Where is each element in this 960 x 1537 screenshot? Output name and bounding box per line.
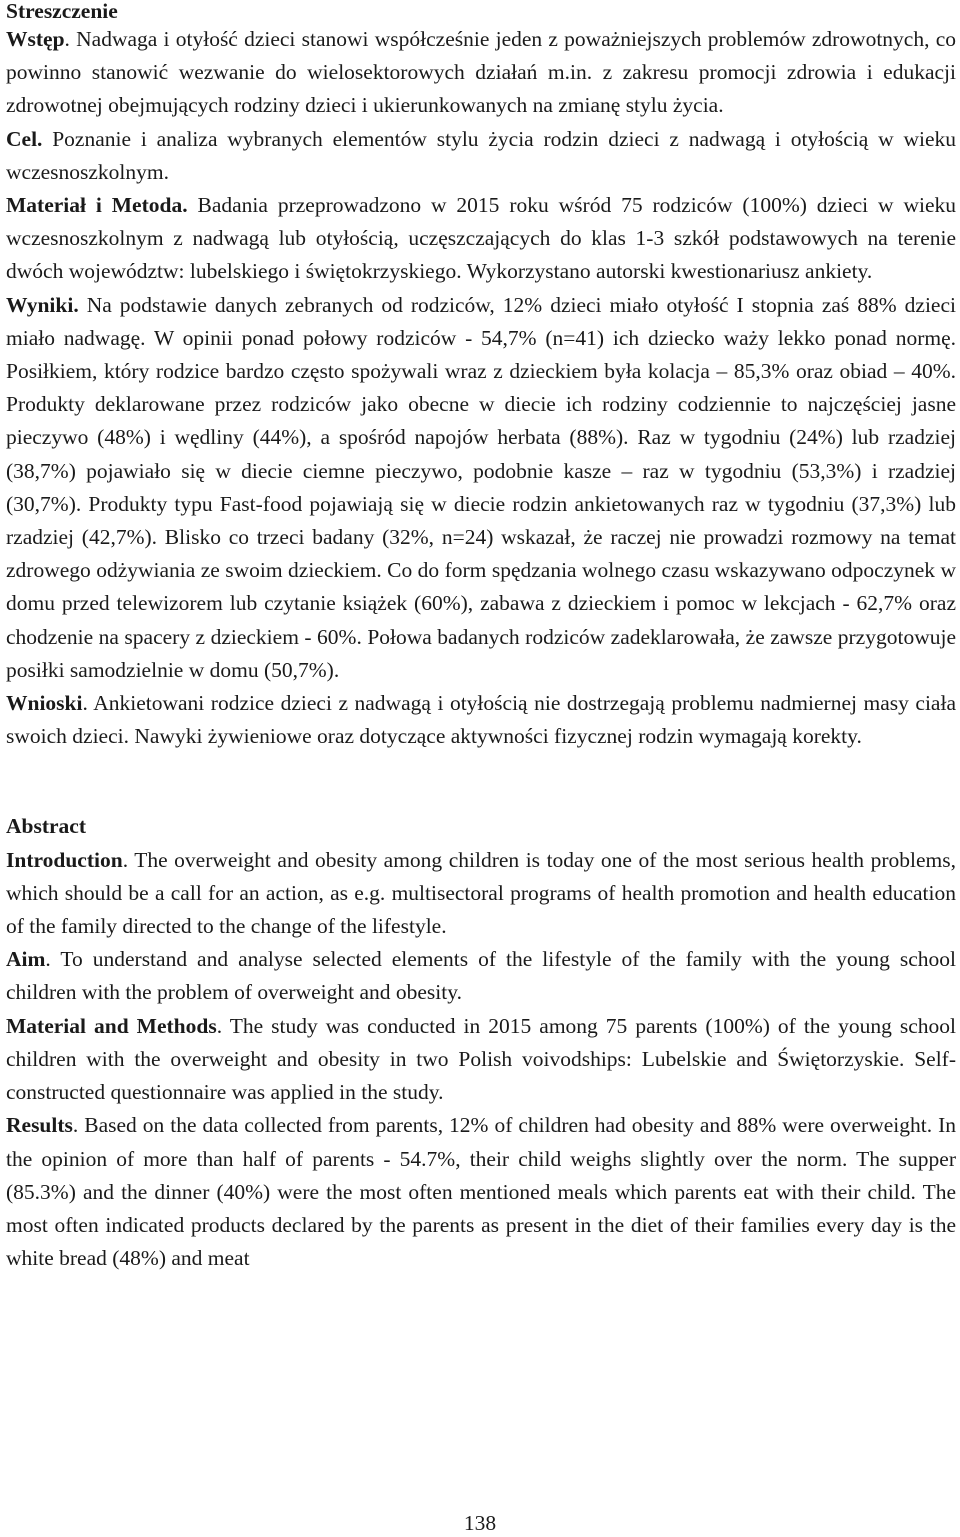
page-content bbox=[6, 0, 956, 1275]
streszczenie-methods-text: Badania przeprowadzono w 2015 roku wśród 75 rodziców (100%) dzieci w wieku wczesnoszkolnym z nadwagą lub otyłością, uczęszczających do klas 1-3 szkół podstawowych na terenie dwóch województw: lubelskiego i świętokrzyskiego. Wykorzystano autorski kwestionariusz ankiety. bbox=[6, 193, 956, 284]
abstract-methods-label: Material and Methods bbox=[6, 1013, 217, 1038]
abstract-intro-text: . The overweight and obesity among children is today one of the most serious health problems, which should be a call for an action, as e.g. multisectoral programs of health promotion and health education of the family directed to the change of the lifestyle. bbox=[6, 847, 956, 939]
streszczenie-conclusions bbox=[6, 687, 956, 753]
abstract-aim-label: Aim bbox=[6, 947, 46, 972]
streszczenie-results-text: Na podstawie danych zebranych od rodziców, 12% dzieci miało otyłość I stopnia zaś 88% dzieci miało nadwagę. W opinii ponad połowy rodziców - 54,7% (n=41) ich dziecko waży lekko ponad normę. Posiłkiem, który rodzice bardzo często spożywali wraz z dzieckiem była kolacja – 85,3% oraz obiad – 40%. Produkty deklarowane przez rodziców jako obecne w diecie ich rodziny codziennie to najczęściej jasne pieczywo (48%) i wędliny (44%), a spośród napojów herbata (88%). Raz w tygodniu (24%) lub rzadziej (38,7%) pojawiało się w diecie ciemne pieczywo, podobnie kasze – raz w tygodniu (53,3%) i rzadziej (30,7%). Produkty typu Fast-food pojawiają się w diecie rodzin ankietowanych raz w tygodniu (37,3%) lub rzadziej (42,7%). Blisko co trzeci badany (32%, n=24) wskazał, że raczej nie prowadzi rozmowy na temat zdrowego odżywiania ze swoim dzieckiem. Co do form spędzania wolnego czasu wskazywano odpoczynek w domu przed telewizorem lub czytanie książek (60%), zabawa z dzieckiem i pomoc w lekcjach - 62,7% oraz chodzenie na spacery z dzieckiem - 60%. Połowa badanych rodziców zadeklarowała, że zawsze przygotowuje posiłki samodzielnie w domu (50,7%). bbox=[6, 292, 956, 682]
section-spacer bbox=[6, 753, 956, 810]
streszczenie-intro bbox=[6, 23, 956, 123]
streszczenie-aim-label: Cel. bbox=[6, 126, 43, 151]
streszczenie-results-label: Wyniki. bbox=[6, 292, 79, 317]
abstract-results-text: . Based on the data collected from parents, 12% of children had obesity and 88% were overweight. In the opinion of more than half of parents - 54.7%, their child weighs slightly over the norm. The supper (85.3%) and the dinner (40%) were the most often mentioned meals which parents eat with their child. The most often indicated products declared by the parents as present in the diet of their families every day is the white bread (48%) and meat bbox=[6, 1113, 956, 1271]
streszczenie-conclusions-text: . Ankietowani rodzice dzieci z nadwagą i otyłością nie dostrzegają problemu nadmiernej masy ciała swoich dzieci. Nawyki żywieniowe oraz dotyczące aktywności fizycznej rodzin wymagają korekty. bbox=[6, 691, 956, 749]
abstract-aim bbox=[6, 943, 956, 1009]
streszczenie-methods bbox=[6, 189, 956, 289]
streszczenie-conclusions-label: Wnioski bbox=[6, 691, 83, 716]
abstract-aim-text: . To understand and analyse selected elements of the lifestyle of the family with the young school children with the problem of overweight and obesity. bbox=[6, 947, 956, 1005]
streszczenie-results bbox=[6, 289, 956, 687]
abstract-results-label: Results bbox=[6, 1113, 73, 1138]
abstract-results bbox=[6, 1109, 956, 1275]
streszczenie-intro-label: Wstęp bbox=[6, 27, 65, 51]
abstract-methods-text: . The study was conducted in 2015 among 75 parents (100%) of the young school children with the overweight and obesity in two Polish voivodships: Lubelskie and Świętorzyskie. Self-constructed questionnaire was applied in the study. bbox=[6, 1013, 956, 1105]
abstract-intro-label: Introduction bbox=[6, 847, 123, 872]
abstract-methods bbox=[6, 1010, 956, 1110]
abstract-intro bbox=[6, 844, 956, 944]
streszczenie-methods-label: Materiał i Metoda. bbox=[6, 193, 188, 218]
streszczenie-intro-text: . Nadwaga i otyłość dzieci stanowi współcześnie jeden z poważniejszych problemów zdrowotnych, co powinno stanowić wezwanie do wielosektorowych działań m.in. z zakresu promocji zdrowia i edukacji zdrowotnej obejmujących rodziny dzieci i ukierunkowanych na zmianę stylu życia. bbox=[6, 27, 956, 118]
abstract-heading: Abstract bbox=[6, 814, 87, 839]
streszczenie-heading: Streszczenie bbox=[6, 0, 118, 23]
streszczenie-aim bbox=[6, 123, 956, 189]
streszczenie-aim-text: Poznanie i analiza wybranych elementów stylu życia rodzin dzieci z nadwagą i otyłością w wieku wczesnoszkolnym. bbox=[6, 126, 956, 184]
page-number: 138 bbox=[463, 1511, 497, 1535]
